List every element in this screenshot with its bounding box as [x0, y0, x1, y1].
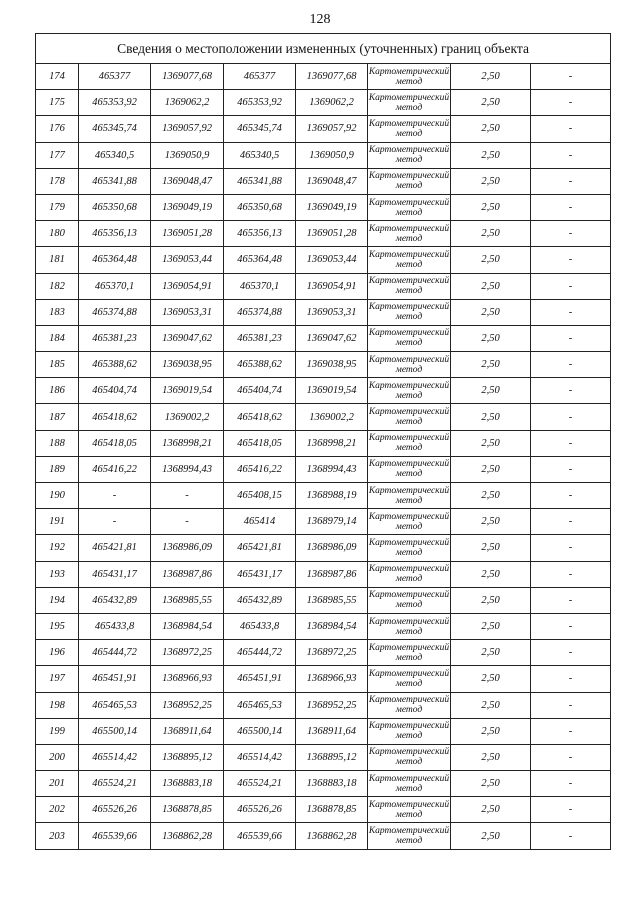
- note-cell: -: [531, 64, 611, 90]
- method-cell: Картометрический метод: [368, 456, 451, 482]
- table-row: [36, 666, 611, 692]
- refined-x-cell: 465350,68: [224, 194, 296, 220]
- refined-y-cell: 1368952,25: [296, 692, 368, 718]
- table-row: [36, 299, 611, 325]
- point-number-cell: 174: [36, 64, 79, 90]
- table-row: [36, 90, 611, 116]
- note-cell: -: [531, 299, 611, 325]
- accuracy-cell: 2,50: [451, 64, 531, 90]
- refined-y-cell: 1369077,68: [296, 64, 368, 90]
- refined-y-cell: 1369057,92: [296, 116, 368, 142]
- existing-x-cell: 465432,89: [79, 587, 151, 613]
- note-cell: -: [531, 430, 611, 456]
- accuracy-cell: 2,50: [451, 325, 531, 351]
- refined-x-cell: 465404,74: [224, 378, 296, 404]
- point-number-cell: 195: [36, 613, 79, 639]
- accuracy-cell: 2,50: [451, 823, 531, 849]
- note-cell: -: [531, 692, 611, 718]
- point-number-cell: 185: [36, 352, 79, 378]
- refined-x-cell: 465444,72: [224, 640, 296, 666]
- refined-y-cell: 1368972,25: [296, 640, 368, 666]
- existing-x-cell: 465514,42: [79, 744, 151, 770]
- refined-x-cell: 465341,88: [224, 168, 296, 194]
- method-cell: Картометрический метод: [368, 378, 451, 404]
- table-row: [36, 483, 611, 509]
- point-number-cell: 194: [36, 587, 79, 613]
- refined-x-cell: 465465,53: [224, 692, 296, 718]
- refined-x-cell: 465539,66: [224, 823, 296, 849]
- method-cell: Картометрический метод: [368, 640, 451, 666]
- accuracy-cell: 2,50: [451, 352, 531, 378]
- existing-y-cell: 1368911,64: [151, 718, 224, 744]
- existing-x-cell: 465416,22: [79, 456, 151, 482]
- existing-y-cell: 1368878,85: [151, 797, 224, 823]
- existing-x-cell: 465451,91: [79, 666, 151, 692]
- existing-y-cell: 1368985,55: [151, 587, 224, 613]
- note-cell: -: [531, 142, 611, 168]
- refined-x-cell: 465377: [224, 64, 296, 90]
- refined-y-cell: 1368862,28: [296, 823, 368, 849]
- refined-y-cell: 1369051,28: [296, 221, 368, 247]
- point-number-cell: 178: [36, 168, 79, 194]
- point-number-cell: 190: [36, 483, 79, 509]
- note-cell: -: [531, 325, 611, 351]
- refined-x-cell: 465345,74: [224, 116, 296, 142]
- refined-x-cell: 465524,21: [224, 771, 296, 797]
- refined-y-cell: 1369047,62: [296, 325, 368, 351]
- method-cell: Картометрический метод: [368, 299, 451, 325]
- existing-x-cell: 465381,23: [79, 325, 151, 351]
- method-cell: Картометрический метод: [368, 116, 451, 142]
- method-cell: Картометрический метод: [368, 168, 451, 194]
- table-row: [36, 378, 611, 404]
- point-number-cell: 183: [36, 299, 79, 325]
- refined-y-cell: 1368988,19: [296, 483, 368, 509]
- method-cell: Картометрический метод: [368, 142, 451, 168]
- table-row: [36, 168, 611, 194]
- refined-x-cell: 465431,17: [224, 561, 296, 587]
- existing-x-cell: 465388,62: [79, 352, 151, 378]
- point-number-cell: 182: [36, 273, 79, 299]
- accuracy-cell: 2,50: [451, 666, 531, 692]
- refined-x-cell: 465381,23: [224, 325, 296, 351]
- point-number-cell: 192: [36, 535, 79, 561]
- table-row: [36, 640, 611, 666]
- table-row: [36, 64, 611, 90]
- refined-x-cell: 465451,91: [224, 666, 296, 692]
- accuracy-cell: 2,50: [451, 404, 531, 430]
- existing-y-cell: 1368998,21: [151, 430, 224, 456]
- note-cell: -: [531, 404, 611, 430]
- point-number-cell: 181: [36, 247, 79, 273]
- accuracy-cell: 2,50: [451, 299, 531, 325]
- point-number-cell: 186: [36, 378, 79, 404]
- accuracy-cell: 2,50: [451, 194, 531, 220]
- existing-x-cell: 465374,88: [79, 299, 151, 325]
- refined-y-cell: 1369053,31: [296, 299, 368, 325]
- note-cell: -: [531, 823, 611, 849]
- method-cell: Картометрический метод: [368, 771, 451, 797]
- method-cell: Картометрический метод: [368, 797, 451, 823]
- method-cell: Картометрический метод: [368, 325, 451, 351]
- table-row: [36, 352, 611, 378]
- point-number-cell: 188: [36, 430, 79, 456]
- accuracy-cell: 2,50: [451, 168, 531, 194]
- note-cell: -: [531, 168, 611, 194]
- refined-x-cell: 465526,26: [224, 797, 296, 823]
- accuracy-cell: 2,50: [451, 221, 531, 247]
- existing-y-cell: 1369053,31: [151, 299, 224, 325]
- existing-y-cell: 1368984,54: [151, 613, 224, 639]
- note-cell: -: [531, 247, 611, 273]
- note-cell: -: [531, 744, 611, 770]
- existing-x-cell: 465500,14: [79, 718, 151, 744]
- table-row: [36, 142, 611, 168]
- note-cell: -: [531, 116, 611, 142]
- method-cell: Картометрический метод: [368, 823, 451, 849]
- method-cell: Картометрический метод: [368, 273, 451, 299]
- refined-x-cell: 465433,8: [224, 613, 296, 639]
- refined-y-cell: 1368911,64: [296, 718, 368, 744]
- existing-y-cell: 1369049,19: [151, 194, 224, 220]
- accuracy-cell: 2,50: [451, 561, 531, 587]
- point-number-cell: 199: [36, 718, 79, 744]
- existing-x-cell: 465341,88: [79, 168, 151, 194]
- method-cell: Картометрический метод: [368, 221, 451, 247]
- accuracy-cell: 2,50: [451, 116, 531, 142]
- note-cell: -: [531, 221, 611, 247]
- accuracy-cell: 2,50: [451, 640, 531, 666]
- refined-x-cell: 465388,62: [224, 352, 296, 378]
- existing-y-cell: 1368895,12: [151, 744, 224, 770]
- refined-y-cell: 1368987,86: [296, 561, 368, 587]
- accuracy-cell: 2,50: [451, 613, 531, 639]
- refined-y-cell: 1368878,85: [296, 797, 368, 823]
- note-cell: -: [531, 666, 611, 692]
- point-number-cell: 177: [36, 142, 79, 168]
- existing-y-cell: 1369019,54: [151, 378, 224, 404]
- note-cell: -: [531, 535, 611, 561]
- existing-y-cell: 1368862,28: [151, 823, 224, 849]
- refined-y-cell: 1369053,44: [296, 247, 368, 273]
- accuracy-cell: 2,50: [451, 744, 531, 770]
- note-cell: -: [531, 587, 611, 613]
- method-cell: Картометрический метод: [368, 613, 451, 639]
- existing-x-cell: 465421,81: [79, 535, 151, 561]
- existing-y-cell: 1369047,62: [151, 325, 224, 351]
- accuracy-cell: 2,50: [451, 771, 531, 797]
- refined-x-cell: 465514,42: [224, 744, 296, 770]
- existing-y-cell: 1369002,2: [151, 404, 224, 430]
- existing-x-cell: 465370,1: [79, 273, 151, 299]
- table-row: [36, 692, 611, 718]
- refined-y-cell: 1368883,18: [296, 771, 368, 797]
- note-cell: -: [531, 509, 611, 535]
- method-cell: Картометрический метод: [368, 718, 451, 744]
- table-body: [36, 64, 611, 850]
- existing-y-cell: 1369053,44: [151, 247, 224, 273]
- method-cell: Картометрический метод: [368, 352, 451, 378]
- existing-x-cell: 465526,26: [79, 797, 151, 823]
- accuracy-cell: 2,50: [451, 273, 531, 299]
- point-number-cell: 196: [36, 640, 79, 666]
- existing-y-cell: 1368986,09: [151, 535, 224, 561]
- refined-x-cell: 465408,15: [224, 483, 296, 509]
- point-number-cell: 175: [36, 90, 79, 116]
- refined-y-cell: 1368994,43: [296, 456, 368, 482]
- point-number-cell: 184: [36, 325, 79, 351]
- refined-x-cell: 465500,14: [224, 718, 296, 744]
- existing-x-cell: 465431,17: [79, 561, 151, 587]
- refined-x-cell: 465364,48: [224, 247, 296, 273]
- refined-x-cell: 465414: [224, 509, 296, 535]
- refined-x-cell: 465353,92: [224, 90, 296, 116]
- table-row: [36, 325, 611, 351]
- note-cell: -: [531, 613, 611, 639]
- point-number-cell: 187: [36, 404, 79, 430]
- point-number-cell: 189: [36, 456, 79, 482]
- refined-x-cell: 465421,81: [224, 535, 296, 561]
- method-cell: Картометрический метод: [368, 744, 451, 770]
- refined-x-cell: 465356,13: [224, 221, 296, 247]
- existing-y-cell: 1369051,28: [151, 221, 224, 247]
- refined-y-cell: 1369048,47: [296, 168, 368, 194]
- note-cell: -: [531, 718, 611, 744]
- method-cell: Картометрический метод: [368, 430, 451, 456]
- point-number-cell: 200: [36, 744, 79, 770]
- table-row: [36, 587, 611, 613]
- existing-x-cell: -: [79, 483, 151, 509]
- refined-x-cell: 465374,88: [224, 299, 296, 325]
- refined-y-cell: 1369038,95: [296, 352, 368, 378]
- existing-x-cell: 465364,48: [79, 247, 151, 273]
- table-title: Сведения о местоположении измененных (уточненных) границ объекта: [36, 34, 611, 64]
- point-number-cell: 203: [36, 823, 79, 849]
- existing-x-cell: 465524,21: [79, 771, 151, 797]
- table-row: [36, 273, 611, 299]
- note-cell: -: [531, 561, 611, 587]
- refined-x-cell: 465418,62: [224, 404, 296, 430]
- method-cell: Картометрический метод: [368, 535, 451, 561]
- existing-y-cell: 1369057,92: [151, 116, 224, 142]
- accuracy-cell: 2,50: [451, 718, 531, 744]
- existing-x-cell: 465345,74: [79, 116, 151, 142]
- table-row: [36, 797, 611, 823]
- existing-x-cell: 465539,66: [79, 823, 151, 849]
- refined-x-cell: 465370,1: [224, 273, 296, 299]
- note-cell: -: [531, 90, 611, 116]
- refined-y-cell: 1368984,54: [296, 613, 368, 639]
- point-number-cell: 179: [36, 194, 79, 220]
- refined-y-cell: 1368986,09: [296, 535, 368, 561]
- method-cell: Картометрический метод: [368, 561, 451, 587]
- method-cell: Картометрический метод: [368, 404, 451, 430]
- existing-x-cell: 465404,74: [79, 378, 151, 404]
- table-row: [36, 194, 611, 220]
- point-number-cell: 202: [36, 797, 79, 823]
- existing-y-cell: 1368972,25: [151, 640, 224, 666]
- refined-y-cell: 1368895,12: [296, 744, 368, 770]
- existing-x-cell: 465350,68: [79, 194, 151, 220]
- existing-y-cell: 1369062,2: [151, 90, 224, 116]
- existing-y-cell: 1369048,47: [151, 168, 224, 194]
- existing-y-cell: 1369077,68: [151, 64, 224, 90]
- accuracy-cell: 2,50: [451, 692, 531, 718]
- table-row: [36, 456, 611, 482]
- refined-y-cell: 1369050,9: [296, 142, 368, 168]
- point-number-cell: 180: [36, 221, 79, 247]
- point-number-cell: 198: [36, 692, 79, 718]
- table-row: [36, 744, 611, 770]
- existing-x-cell: 465433,8: [79, 613, 151, 639]
- method-cell: Картометрический метод: [368, 90, 451, 116]
- refined-y-cell: 1368979,14: [296, 509, 368, 535]
- method-cell: Картометрический метод: [368, 194, 451, 220]
- table-row: [36, 535, 611, 561]
- note-cell: -: [531, 352, 611, 378]
- table-row: [36, 430, 611, 456]
- page-number: 128: [309, 12, 331, 27]
- method-cell: Картометрический метод: [368, 64, 451, 90]
- note-cell: -: [531, 194, 611, 220]
- note-cell: -: [531, 771, 611, 797]
- table-row: [36, 561, 611, 587]
- table-row: [36, 718, 611, 744]
- refined-x-cell: 465416,22: [224, 456, 296, 482]
- method-cell: Картометрический метод: [368, 247, 451, 273]
- refined-y-cell: 1369054,91: [296, 273, 368, 299]
- table-row: [36, 404, 611, 430]
- method-cell: Картометрический метод: [368, 509, 451, 535]
- accuracy-cell: 2,50: [451, 483, 531, 509]
- note-cell: -: [531, 456, 611, 482]
- existing-x-cell: 465444,72: [79, 640, 151, 666]
- method-cell: Картометрический метод: [368, 666, 451, 692]
- refined-y-cell: 1368998,21: [296, 430, 368, 456]
- method-cell: Картометрический метод: [368, 483, 451, 509]
- existing-y-cell: 1368966,93: [151, 666, 224, 692]
- table-row: [36, 771, 611, 797]
- boundary-coordinates-table: [35, 33, 611, 850]
- existing-x-cell: 465377: [79, 64, 151, 90]
- refined-y-cell: 1369062,2: [296, 90, 368, 116]
- existing-y-cell: 1368987,86: [151, 561, 224, 587]
- existing-y-cell: 1369054,91: [151, 273, 224, 299]
- table-row: [36, 613, 611, 639]
- existing-y-cell: -: [151, 483, 224, 509]
- method-cell: Картометрический метод: [368, 587, 451, 613]
- note-cell: -: [531, 378, 611, 404]
- existing-y-cell: -: [151, 509, 224, 535]
- table-row: [36, 823, 611, 849]
- accuracy-cell: 2,50: [451, 509, 531, 535]
- existing-x-cell: 465418,05: [79, 430, 151, 456]
- method-cell: Картометрический метод: [368, 692, 451, 718]
- refined-y-cell: 1368985,55: [296, 587, 368, 613]
- note-cell: -: [531, 640, 611, 666]
- existing-y-cell: 1368994,43: [151, 456, 224, 482]
- existing-x-cell: 465356,13: [79, 221, 151, 247]
- accuracy-cell: 2,50: [451, 247, 531, 273]
- point-number-cell: 201: [36, 771, 79, 797]
- accuracy-cell: 2,50: [451, 142, 531, 168]
- refined-x-cell: 465432,89: [224, 587, 296, 613]
- existing-x-cell: 465418,62: [79, 404, 151, 430]
- accuracy-cell: 2,50: [451, 587, 531, 613]
- table-row: [36, 509, 611, 535]
- existing-y-cell: 1369038,95: [151, 352, 224, 378]
- accuracy-cell: 2,50: [451, 430, 531, 456]
- existing-x-cell: -: [79, 509, 151, 535]
- point-number-cell: 193: [36, 561, 79, 587]
- refined-y-cell: 1368966,93: [296, 666, 368, 692]
- accuracy-cell: 2,50: [451, 90, 531, 116]
- refined-y-cell: 1369002,2: [296, 404, 368, 430]
- existing-y-cell: 1369050,9: [151, 142, 224, 168]
- table-row: [36, 247, 611, 273]
- refined-y-cell: 1369049,19: [296, 194, 368, 220]
- refined-y-cell: 1369019,54: [296, 378, 368, 404]
- accuracy-cell: 2,50: [451, 378, 531, 404]
- table-row: [36, 116, 611, 142]
- existing-x-cell: 465340,5: [79, 142, 151, 168]
- point-number-cell: 176: [36, 116, 79, 142]
- accuracy-cell: 2,50: [451, 456, 531, 482]
- refined-x-cell: 465418,05: [224, 430, 296, 456]
- point-number-cell: 197: [36, 666, 79, 692]
- existing-y-cell: 1368952,25: [151, 692, 224, 718]
- accuracy-cell: 2,50: [451, 797, 531, 823]
- point-number-cell: 191: [36, 509, 79, 535]
- existing-x-cell: 465465,53: [79, 692, 151, 718]
- accuracy-cell: 2,50: [451, 535, 531, 561]
- note-cell: -: [531, 273, 611, 299]
- table-row: [36, 221, 611, 247]
- existing-y-cell: 1368883,18: [151, 771, 224, 797]
- note-cell: -: [531, 483, 611, 509]
- refined-x-cell: 465340,5: [224, 142, 296, 168]
- existing-x-cell: 465353,92: [79, 90, 151, 116]
- note-cell: -: [531, 797, 611, 823]
